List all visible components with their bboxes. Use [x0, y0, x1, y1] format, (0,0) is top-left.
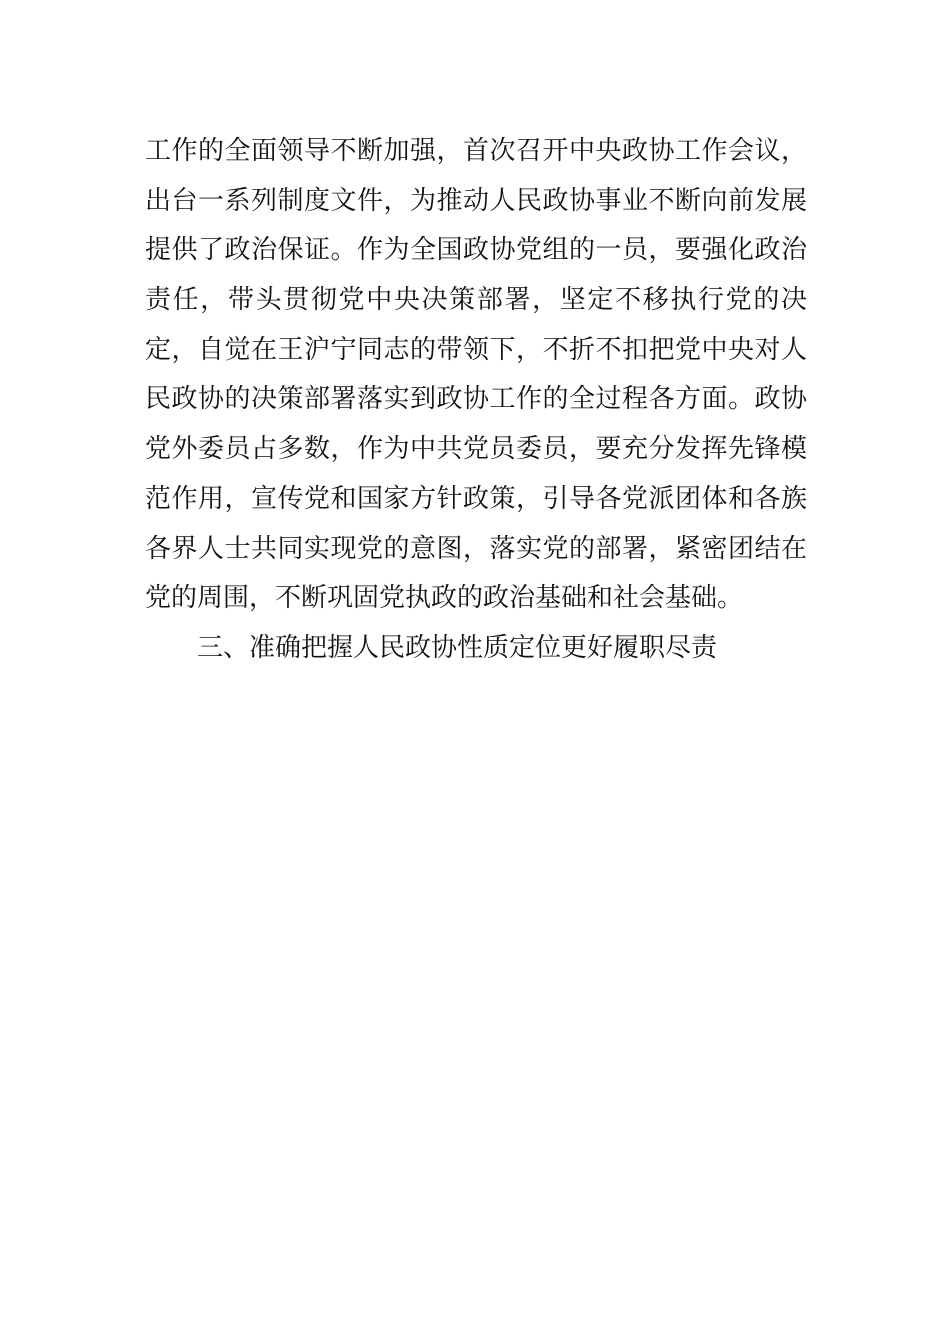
paragraph-line-9: 各界人士共同实现党的意图，落实党的部署，紧密团结在	[145, 533, 807, 564]
body-text	[145, 127, 807, 674]
paragraph-line-4: 责任，带头贯彻党中央决策部署，坚定不移执行党的决	[145, 285, 807, 316]
paragraph-line-6: 民政协的决策部署落实到政协工作的全过程各方面。政协	[145, 384, 807, 415]
paragraph-line-3: 提供了政治保证。作为全国政协党组的一员，要强化政治	[145, 235, 807, 266]
paragraph-line-5: 定，自觉在王沪宁同志的带领下，不折不扣把党中央对人	[145, 334, 807, 365]
paragraph-line-1: 工作的全面领导不断加强，首次召开中央政协工作会议，	[145, 136, 807, 166]
section-heading: 三、准确把握人民政协性质定位更好履职尽责	[197, 632, 718, 663]
paragraph-line-10: 党的周围，不断巩固党执政的政治基础和社会基础。	[145, 583, 744, 614]
paragraph-line-7: 党外委员占多数，作为中共党员委员，要充分发挥先锋模	[145, 434, 807, 465]
paragraph-line-8: 范作用，宣传党和国家方针政策，引导各党派团体和各族	[145, 483, 807, 514]
paragraph-line-2: 出台一系列制度文件，为推动人民政协事业不断向前发展	[145, 185, 807, 216]
